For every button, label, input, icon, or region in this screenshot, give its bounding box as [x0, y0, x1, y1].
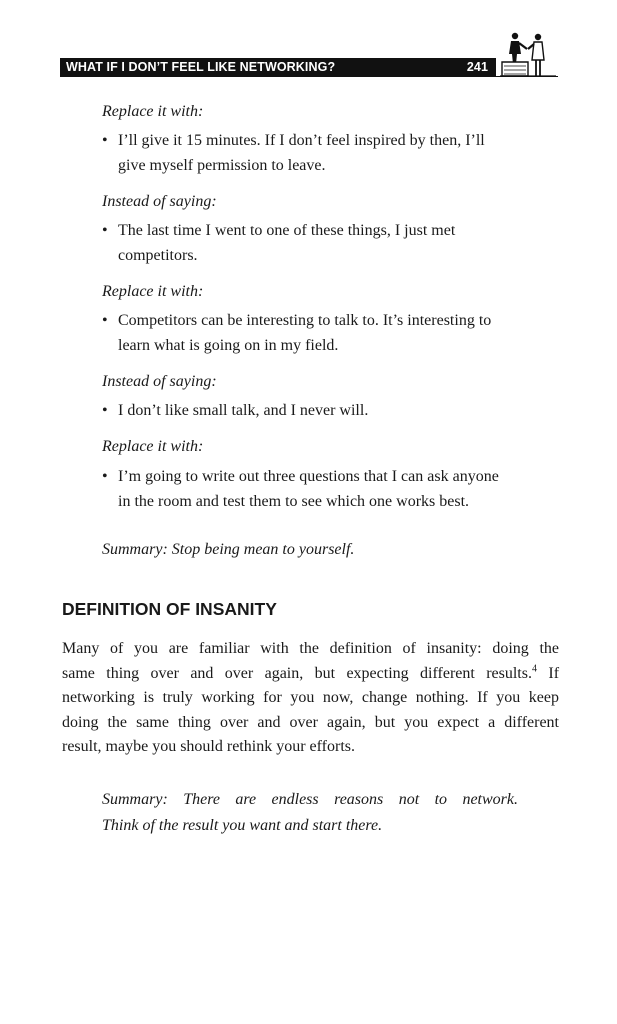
bullet-text-line: I’ll give it 15 minutes. If I don’t feel inspired by then, I’ll [118, 132, 485, 149]
bullet-text-line: Competitors can be interesting to talk to. It’s interesting to [118, 312, 492, 329]
bullet-text-line: The last time I went to one of these things, I just met [118, 222, 456, 239]
handshake-people-icon [498, 30, 558, 78]
body-paragraph [62, 637, 559, 760]
replace-label: Replace it with: [102, 438, 204, 455]
running-header [60, 58, 496, 77]
bullet-item [102, 398, 562, 423]
paragraph-line: doing the same thing over and over again, but you expect a different [62, 713, 559, 731]
paragraph-line: result, maybe you should rethink your efforts. [62, 738, 355, 755]
bullet-text-line: learn what is going on in my field. [118, 337, 339, 354]
replace-label: Replace it with: [102, 103, 204, 120]
summary-line: Summary: There are endless reasons not to network. [102, 791, 518, 808]
page-number: 241 [466, 60, 488, 74]
instead-label: Instead of saying: [102, 193, 217, 210]
bullet-item [102, 218, 562, 268]
bullet-text-line: in the room and test them to see which one works best. [118, 493, 470, 510]
section-heading: DEFINITION OF INSANITY [62, 599, 277, 619]
footnote-marker: 4 [531, 663, 537, 675]
chapter-title: WHAT IF I DON’T FEEL LIKE NETWORKING? [66, 60, 336, 74]
bullet-symbol: • [102, 222, 108, 239]
paragraph-line-text: same thing over and over again, but expecting different results. [62, 664, 532, 682]
bullet-text-line: give myself permission to leave. [118, 157, 326, 174]
paragraph-line [62, 662, 559, 687]
bullet-symbol: • [102, 132, 108, 149]
bullet-item [102, 464, 562, 514]
bullet-symbol: • [102, 468, 108, 485]
bullet-symbol: • [102, 402, 108, 419]
summary-line: Think of the result you want and start there. [102, 817, 383, 834]
bullet-text-line: I’m going to write out three questions that I can ask anyone [118, 468, 499, 485]
bullet-text-line: competitors. [118, 247, 198, 264]
replace-label: Replace it with: [102, 283, 204, 300]
bullet-item [102, 128, 562, 178]
bullet-text-line: I don’t like small talk, and I never will. [118, 402, 369, 419]
bullet-symbol: • [102, 312, 108, 329]
bullet-item [102, 308, 562, 358]
summary-block [102, 787, 518, 839]
instead-label: Instead of saying: [102, 373, 217, 390]
paragraph-line-tail: If [548, 664, 560, 682]
summary-line: Summary: Stop being mean to yourself. [102, 541, 355, 558]
paragraph-line: networking is truly working for you now, change nothing. If you keep [62, 689, 559, 706]
paragraph-line: Many of you are familiar with the definition of insanity: doing the [62, 640, 559, 657]
